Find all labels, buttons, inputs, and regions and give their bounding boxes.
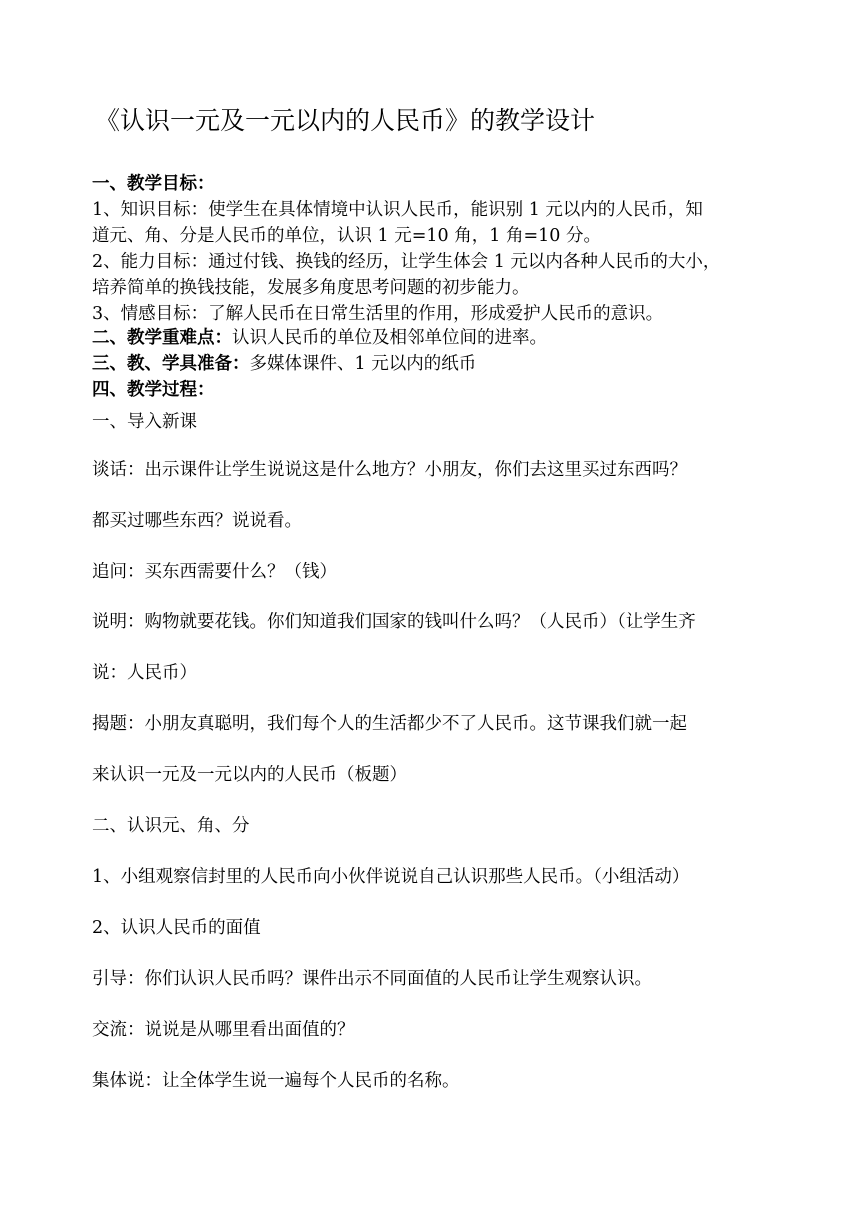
key-points-line (92, 326, 792, 350)
reveal-line2: 来认识一元及一元以内的人民币（板题） (92, 765, 407, 785)
goal2-line2: 培养简单的换钱技能，发展多角度思考问题的初步能力。 (92, 278, 530, 298)
key-points-label: 二、教学重难点： (92, 328, 232, 348)
materials-line (92, 352, 792, 376)
document-title: 《认识一元及一元以内的人民币》的教学设计 (95, 106, 596, 135)
talk-line1: 谈话：出示课件让学生说说这是什么地方？小朋友，你们去这里买过东西吗？ (92, 460, 687, 480)
process-heading: 四、教学过程： (92, 380, 215, 400)
reveal-line1: 揭题：小朋友真聪明，我们每个人的生活都少不了人民币。这节课我们就一起 (92, 714, 687, 734)
talk-line2: 都买过哪些东西？说说看。 (92, 511, 302, 531)
section1-heading: 一、导入新课 (92, 412, 197, 432)
materials-label: 三、教、学具准备： (92, 354, 250, 374)
key-points-text: 认识人民币的单位及相邻单位间的进率。 (232, 328, 547, 348)
explain-line1: 说明：购物就要花钱。你们知道我们国家的钱叫什么吗？（人民币）（让学生齐 (92, 612, 696, 632)
explain-line2: 说：人民币） (92, 663, 197, 683)
goal3-line: 3、情感目标：了解人民币在日常生活里的作用，形成爱护人民币的意识。 (92, 304, 664, 324)
guide-line: 引导：你们认识人民币吗？课件出示不同面值的人民币让学生观察认识。 (92, 969, 652, 989)
goal1-line1: 1、知识目标：使学生在具体情境中认识人民币，能识别 1 元以内的人民币，知 (92, 200, 703, 220)
section2-heading: 二、认识元、角、分 (92, 816, 250, 836)
materials-text: 多媒体课件、1 元以内的纸币 (249, 354, 477, 374)
group-say-line: 集体说：让全体学生说一遍每个人民币的名称。 (92, 1071, 460, 1091)
goal1-line2: 道元、角、分是人民币的单位，认识 1 元=10 角，1 角=10 分。 (92, 226, 601, 246)
goals-heading: 一、教学目标： (92, 174, 215, 194)
exchange-line: 交流：说说是从哪里看出面值的？ (92, 1020, 355, 1040)
ask-line: 追问：买东西需要什么？（钱） (92, 562, 337, 582)
step1-line: 1、小组观察信封里的人民币向小伙伴说说自己认识那些人民币。（小组活动） (92, 867, 690, 887)
goal2-line1: 2、能力目标：通过付钱、换钱的经历，让学生体会 1 元以内各种人民币的大小， (92, 252, 721, 272)
step2-line: 2、认识人民币的面值 (92, 918, 261, 938)
